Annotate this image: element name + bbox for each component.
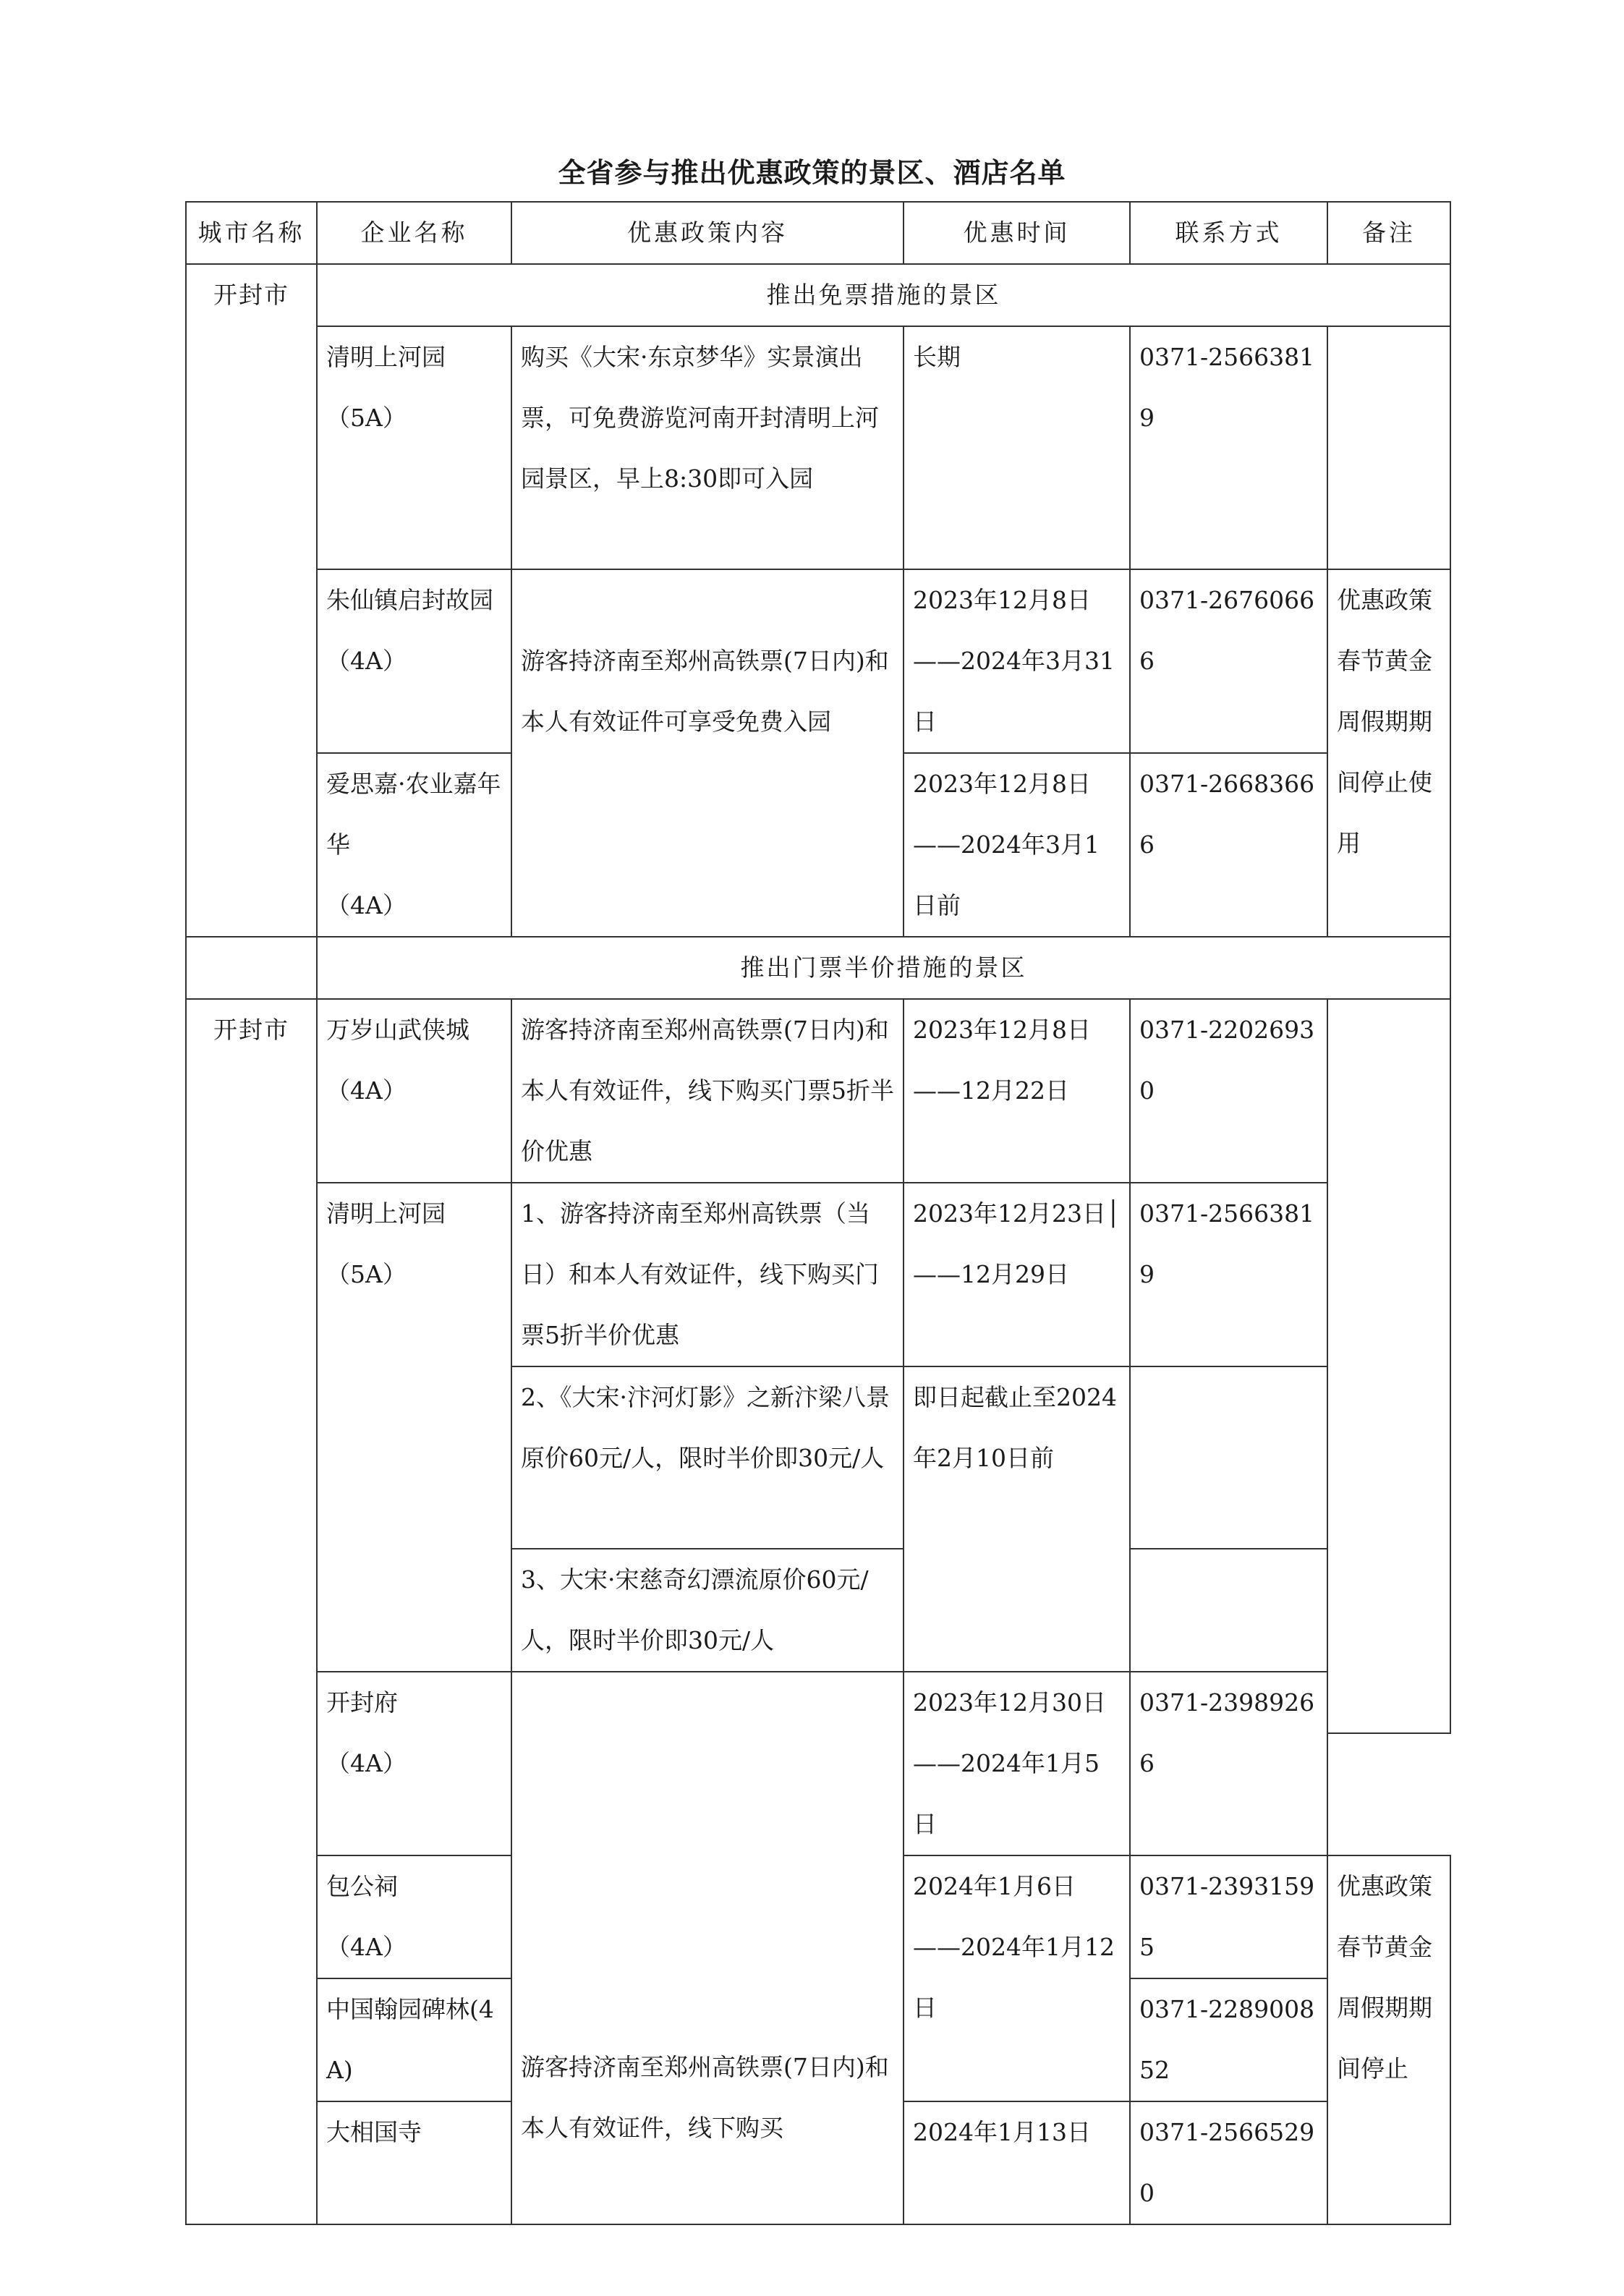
contact — [1130, 1366, 1327, 1549]
contact: 0371-22026930 — [1130, 999, 1327, 1183]
header-contact: 联系方式 — [1130, 202, 1327, 264]
policy-content: 游客持济南至郑州高铁票(7日内)和本人有效证件，线下购买门票5折半价优惠 — [511, 999, 904, 1183]
policy-time: 2023年12月8日——2024年3月31日 — [904, 569, 1130, 753]
policy-content: 游客持济南至郑州高铁票(7日内)和本人有效证件可享受免费入园 — [511, 569, 904, 937]
company-name: 中国翰园碑林(4A) — [317, 1978, 511, 2101]
header-company: 企业名称 — [317, 202, 511, 264]
contact: 0371-23989266 — [1130, 1672, 1327, 1855]
note: 优惠政策春节黄金周假期期间停止使用 — [1327, 569, 1450, 937]
contact: 0371-26683666 — [1130, 753, 1327, 937]
contact: 0371-26760666 — [1130, 569, 1327, 753]
company-name: 大相国寺 — [317, 2101, 511, 2224]
table-row — [186, 569, 1450, 631]
table-row — [186, 1672, 1450, 1733]
contact: 0371-23931595 — [1130, 1855, 1327, 1978]
city-name: 开封市 — [186, 999, 317, 2224]
header-policy: 优惠政策内容 — [511, 202, 904, 264]
page-title: 全省参与推出优惠政策的景区、酒店名单 — [558, 157, 1066, 189]
section-title: 推出免票措施的景区 — [317, 264, 1450, 326]
header-city: 城市名称 — [186, 202, 317, 264]
table-header-row — [186, 202, 1450, 264]
company-name: 朱仙镇启封故园 （4A） — [317, 569, 511, 753]
company-name: 爱思嘉·农业嘉年华 （4A） — [317, 753, 511, 937]
policy-time: 2023年12月23日│——12月29日 — [904, 1183, 1130, 1366]
table-row — [186, 326, 1450, 387]
company-name: 清明上河园 （5A） — [317, 326, 511, 569]
policy-time: 即日起截止至2024年2月10日前 — [904, 1366, 1130, 1672]
company-name: 包公祠 （4A） — [317, 1855, 511, 1978]
policy-time: 2024年1月6日——2024年1月12日 — [904, 1855, 1130, 2101]
note: 优惠政策春节黄金周假期期间停止 — [1327, 1855, 1450, 2224]
table-row — [186, 1183, 1450, 1244]
policy-content: 2、《大宋·汴河灯影》之新汴梁八景原价60元/人，限时半价即30元/人 — [511, 1366, 904, 1549]
policy-content: 1、游客持济南至郑州高铁票（当日）和本人有效证件，线下购买门票5折半价优惠 — [511, 1183, 904, 1366]
policy-content: 3、大宋·宋慈奇幻漂流原价60元/人，限时半价即30元/人 — [511, 1549, 904, 1672]
contact: 0371-228900852 — [1130, 1978, 1327, 2101]
company-name: 开封府 （4A） — [317, 1672, 511, 1855]
table-row — [186, 999, 1450, 1060]
policy-time: 2023年12月8日——2024年3月1日前 — [904, 753, 1130, 937]
section-title: 推出门票半价措施的景区 — [317, 937, 1450, 999]
policy-time: 长期 — [904, 326, 1130, 569]
policy-time: 2023年12月30日——2024年1月5日 — [904, 1672, 1130, 1855]
policy-time: 2023年12月8日——12月22日 — [904, 999, 1130, 1183]
contact — [1130, 1549, 1327, 1672]
company-name: 清明上河园 （5A） — [317, 1183, 511, 1672]
policy-time: 2024年1月13日 — [904, 2101, 1130, 2224]
note — [1327, 999, 1450, 1733]
header-note: 备注 — [1327, 202, 1450, 264]
policy-content: 游客持济南至郑州高铁票(7日内)和本人有效证件，线下购买 — [511, 1672, 904, 2224]
empty-cell — [186, 937, 317, 999]
scenic-spot-table — [185, 201, 1451, 2225]
note — [1327, 326, 1450, 569]
policy-content: 购买《大宋·东京梦华》实景演出票，可免费游览河南开封清明上河园景区，早上8:30即可入园 — [511, 326, 904, 569]
contact: 0371-25663819 — [1130, 326, 1327, 569]
company-name: 万岁山武侠城 （4A） — [317, 999, 511, 1183]
city-name: 开封市 — [186, 264, 317, 937]
header-time: 优惠时间 — [904, 202, 1130, 264]
section-row — [186, 937, 1450, 999]
section-row — [186, 264, 1450, 326]
contact: 0371-25663819 — [1130, 1183, 1327, 1366]
contact: 0371-25665290 — [1130, 2101, 1327, 2224]
